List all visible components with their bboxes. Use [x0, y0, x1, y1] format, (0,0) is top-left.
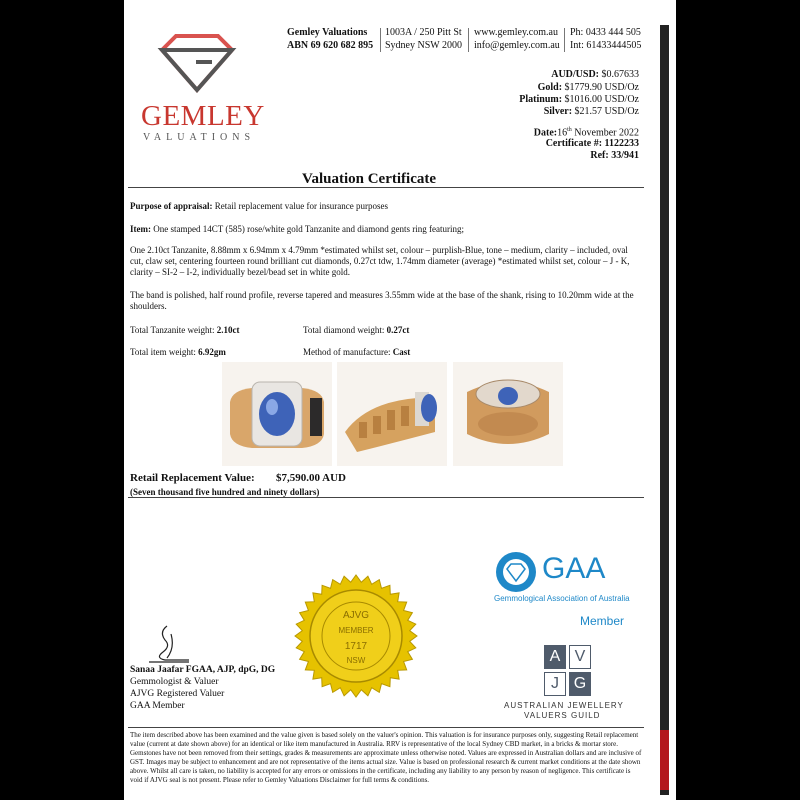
ajvg-guild-logo-icon: A V J G [544, 645, 592, 697]
item-weight: Total item weight: 6.92gm [130, 347, 226, 357]
ajvg-line-1: AUSTRALIAN JEWELLERY [504, 701, 624, 710]
valuer-role-3: GAA Member [130, 701, 185, 711]
seal-line-2: MEMBER [338, 626, 374, 635]
ajvg-seal-icon [294, 574, 418, 698]
retail-value-label: Retail Replacement Value: [130, 472, 255, 484]
value-rule [128, 497, 644, 498]
intl-phone-number: Int: 61433444505 [570, 40, 642, 51]
band-description: The band is polished, half round profile, reverse tapered and measures 3.55mm wide at the base of the shank, rising to 10.20mm wide at the shoulders. [130, 290, 634, 311]
valuer-role-2: AJVG Registered Valuer [130, 689, 225, 699]
rate-aud-usd: AUD/USD: $0.67633 [551, 69, 639, 80]
seal-line-4: NSW [346, 656, 366, 665]
address-line2: Sydney NSW 2000 [385, 40, 463, 51]
reference-number: Ref: 33/941 [590, 150, 639, 161]
rate-silver: Silver: $21.57 USD/Oz [543, 106, 639, 117]
purpose-of-appraisal: Purpose of appraisal: Retail replacement value for insurance purposes [130, 201, 388, 211]
manufacture-method: Method of manufacture: Cast [303, 347, 411, 357]
header-divider [564, 28, 565, 52]
email-link[interactable]: info@gemley.com.au [474, 40, 560, 51]
address-line1: 1003A / 250 Pitt St [385, 27, 462, 38]
certificate-date: Date:16th November 2022 [533, 127, 639, 139]
gaa-member: Member [580, 614, 625, 628]
item-description: One 2.10ct Tanzanite, 8.88mm x 6.94mm x 4.79mm *estimated whilst set, colour – purplish-Blue, tone – medium, clarity – included, oval cut, claw set, centering fourteen round brilliant cut diamonds, 0.27ct tdw, 1.74mm diameter (average) *estimated whilst set, colour – J - K, clarity – SI-2 – I-2, individually bezel/bead set in white gold. [130, 245, 630, 277]
rate-gold: Gold: $1779.90 USD/Oz [537, 82, 639, 93]
header-divider [468, 28, 469, 52]
logo-subtitle: VALUATIONS [143, 132, 256, 143]
side-bar-accent [660, 730, 669, 790]
page-title: Valuation Certificate [302, 171, 437, 187]
valuer-role-1: Gemmologist & Valuer [130, 677, 219, 687]
certificate-number: Certificate #: 1122233 [545, 138, 639, 149]
ring-photo-top [453, 362, 563, 466]
retail-value-words: (Seven thousand five hundred and ninety dollars) [130, 487, 320, 497]
side-bar [660, 25, 669, 795]
valuer-name: Sanaa Jaafar FGAA, AJP, dpG, DG [130, 665, 276, 675]
gaa-emblem-icon [495, 551, 537, 593]
valuer-signature [145, 622, 193, 668]
seal-line-1: AJVG [342, 610, 370, 621]
rate-platinum: Platinum: $1016.00 USD/Oz [519, 94, 639, 105]
ring-photo-front [222, 362, 332, 466]
item-summary: Item: One stamped 14CT (585) rose/white gold Tanzanite and diamond gents ring featuring; [130, 224, 464, 234]
website-link[interactable]: www.gemley.com.au [474, 27, 558, 38]
retail-value-amount: $7,590.00 AUD [276, 472, 346, 484]
gaa-abbreviation: GAA [542, 552, 606, 585]
footer-rule [128, 727, 644, 728]
header-divider [380, 28, 381, 52]
disclaimer-text: The item described above has been examined and the value given is based solely on the valuer's opinion. This valuation is for insurance purposes only, suggesting Retail replacement value (current at date shown above) for an identical or like item manufactured in Australia. RRV is representative of the local Sydney CBD market, in a bricks & mortar store. Gemstones have not been removed from their settings, grades & measurements are approximate unless otherwise noted. Values are expressed in Australian dollars and are inclusive of GST. Images may be subject to enhancement and are not representative of the items actual size. Value is based on professional research & current market conditions at the date shown above. Whilst all care is taken, no liability is accepted for any errors or omissions in the certificate, including any liability to any person by reason of negligence. This certificate is void if AJVG seal is not present. Please refer to Gemley Valuations Disclaimer for full terms & conditions. [130, 731, 642, 784]
phone-number: Ph: 0433 444 505 [570, 27, 641, 38]
company-name: Gemley Valuations [287, 27, 368, 38]
ajvg-line-2: VALUERS GUILD [524, 711, 601, 720]
tanzanite-weight: Total Tanzanite weight: 2.10ct [130, 325, 240, 335]
title-rule [128, 187, 644, 188]
logo-wordmark: GEMLEY [141, 100, 265, 132]
ring-photo-side [337, 362, 447, 466]
diamond-weight: Total diamond weight: 0.27ct [303, 325, 410, 335]
gaa-name: Gemmological Association of Australia [494, 594, 630, 603]
gemley-diamond-logo-icon [156, 32, 238, 94]
seal-line-3: 1717 [344, 641, 368, 652]
company-abn: ABN 69 620 682 895 [287, 40, 374, 51]
